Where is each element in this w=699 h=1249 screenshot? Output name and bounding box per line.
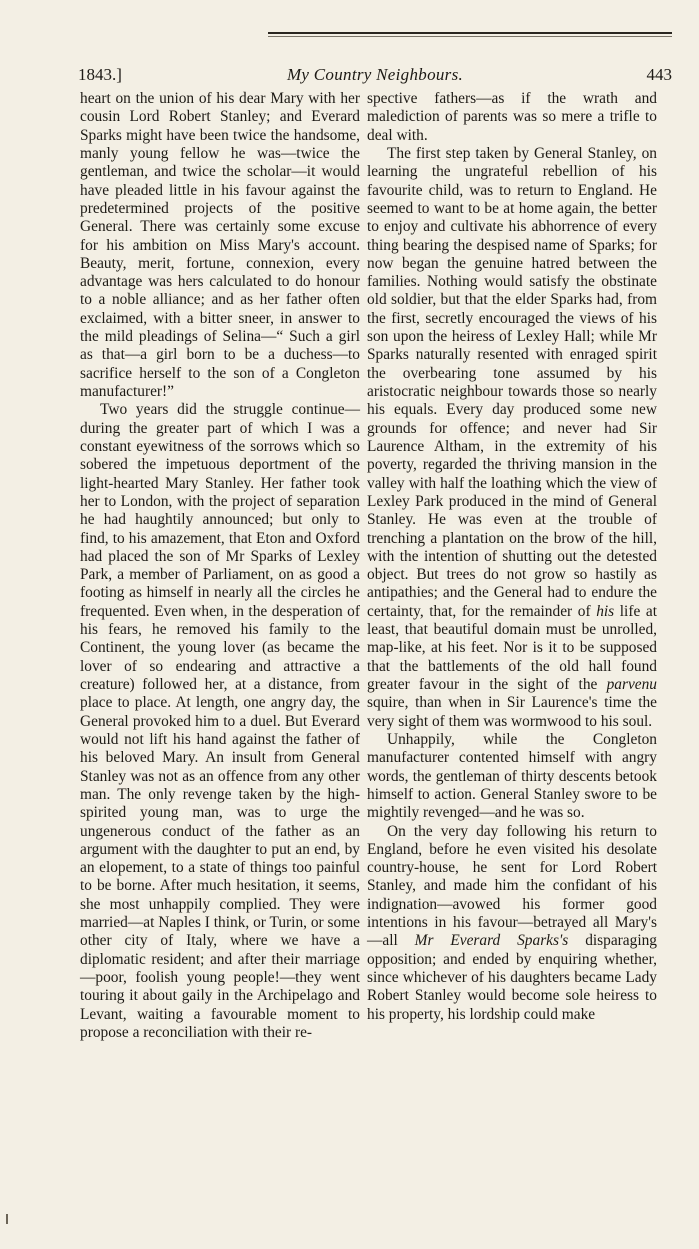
right-column [367, 90, 657, 1024]
running-header [78, 64, 672, 86]
text-run: disparaging opposition; and ended by enquiring whether, since whichever of his daughters became Lady Robert Stanley would become sole heiress to his property, his lordship could make [367, 932, 657, 1023]
paragraph: spective fathers—as if the wrath and malediction of parents was so mere a trifle to deal with. [367, 90, 657, 144]
italic-text: parvenu [606, 676, 657, 693]
paragraph [367, 823, 657, 1024]
italic-text: his [596, 602, 615, 620]
top-rule [268, 32, 672, 34]
top-rule-thin [268, 36, 672, 37]
running-title: My Country Neighbours. [286, 65, 464, 84]
text-run: squire, than when in Sir Laurence's time the very sight of them was wormwood to his soul. [367, 694, 657, 730]
text-run: The first step taken by General Stanley, on learning the ungrateful rebellion of his favourite child, was to return to England. He seemed to want to be at home again, the better to enjoy and cultivate his abhorrence of every thing bearing the despised name of Sparks; for now began the genuine hatred between the families. Nothing would satisfy the obstinate old soldier, but that the elder Sparks had, from the first, secretly encouraged the views of his son upon the heiress of Lexley Hall; while Mr Sparks naturally resented with enraged spirit the overbearing tone assumed by his aristocratic neighbour towards those so nearly his equals. Every day produced some new grounds for offence; and never had Sir Laurence Altham, in the extremity of his poverty, regarded the thriving mansion in the valley with half the loathing which the view of Lexley Park produced in the mind of General Stanley. He was even at the trouble of trenching a plantation on the brow of the hill, with the intention of shutting out the detested object. But trees do not grow so hastily as antipathies; and the General had to endure the certainty, that, for the remainder of [367, 144, 657, 620]
text-run: life at least, that beautiful domain must be unrolled, map-like, at his feet. Nor is it to be supposed that the battlements of the old hall found greater favour in the sight of the [367, 602, 657, 693]
text-run: On the very day following his return to England, before he even visited his desolate country-house, he sent for Lord Robert Stanley, and made him the confidant of his indignation—avowed his former good intentions in his favour—betrayed all Mary's—all [367, 822, 657, 950]
paragraph: Unhappily, while the Congleton manufacturer contented himself with angry words, the gentleman of thirty descents betook himself to action. General Stanley swore to be mightily revenged—and he was so. [367, 730, 657, 822]
paragraph: heart on the union of his dear Mary with her cousin Lord Robert Stanley; and Everard Sparks might have been twice the handsome, manly young fellow he was—twice the gentleman, and twice the scholar—it would have pleaded little in his favour against the predetermined projects of the positive General. There was certainly some excuse for his ambition on Miss Mary's account. Beauty, merit, fortune, connexion, every advantage was hers calculated to do honour to a noble alliance; and as her father often exclaimed, with a bitter sneer, in answer to the mild pleadings of Selina—“ Such a girl as that—a girl born to be a duchess—to sacrifice herself to the son of a Congleton manufacturer!” [80, 90, 360, 400]
italic-text: Mr Everard Sparks's [414, 932, 569, 950]
paragraph [367, 145, 657, 731]
left-column [80, 90, 360, 1042]
header-year: 1843.] [78, 65, 122, 84]
margin-mark [6, 1214, 8, 1224]
paragraph: Two years did the struggle continue—during the greater part of which I was a constant eyewitness of the sorrows which so sobered the impetuous deportment of the light-hearted Mary Stanley. Her father took her to London, with the project of separation he had haughtily announced; but only to find, to his amazement, that Eton and Oxford had placed the son of Mr Sparks of Lexley Park, a member of Parliament, on as good a footing as himself in nearly all the circles he frequented. Even when, in the desperation of his fears, he removed his family to the Continent, the young lover (as became the lover of so endearing and attractive a creature) followed her, at a distance, from place to place. At length, one angry day, the General provoked him to a duel. But Everard would not lift his hand against the father of his beloved Mary. An insult from General Stanley was not as an offence from any other man. The only revenge taken by the high-spirited young man, was to urge the ungenerous conduct of the father as an argument with the daughter to put an end, by an elopement, to a state of things too painful to be borne. After much hesitation, it seems, she most unhappily complied. They were married—at Naples I think, or Turin, or some other city of Italy, where we have a diplomatic resident; and after their marriage—poor, foolish young people!—they went touring it about gaily in the Archipelago and Levant, waiting a favourable moment to propose a reconciliation with their re- [80, 401, 360, 1041]
page-number: 443 [646, 65, 672, 84]
